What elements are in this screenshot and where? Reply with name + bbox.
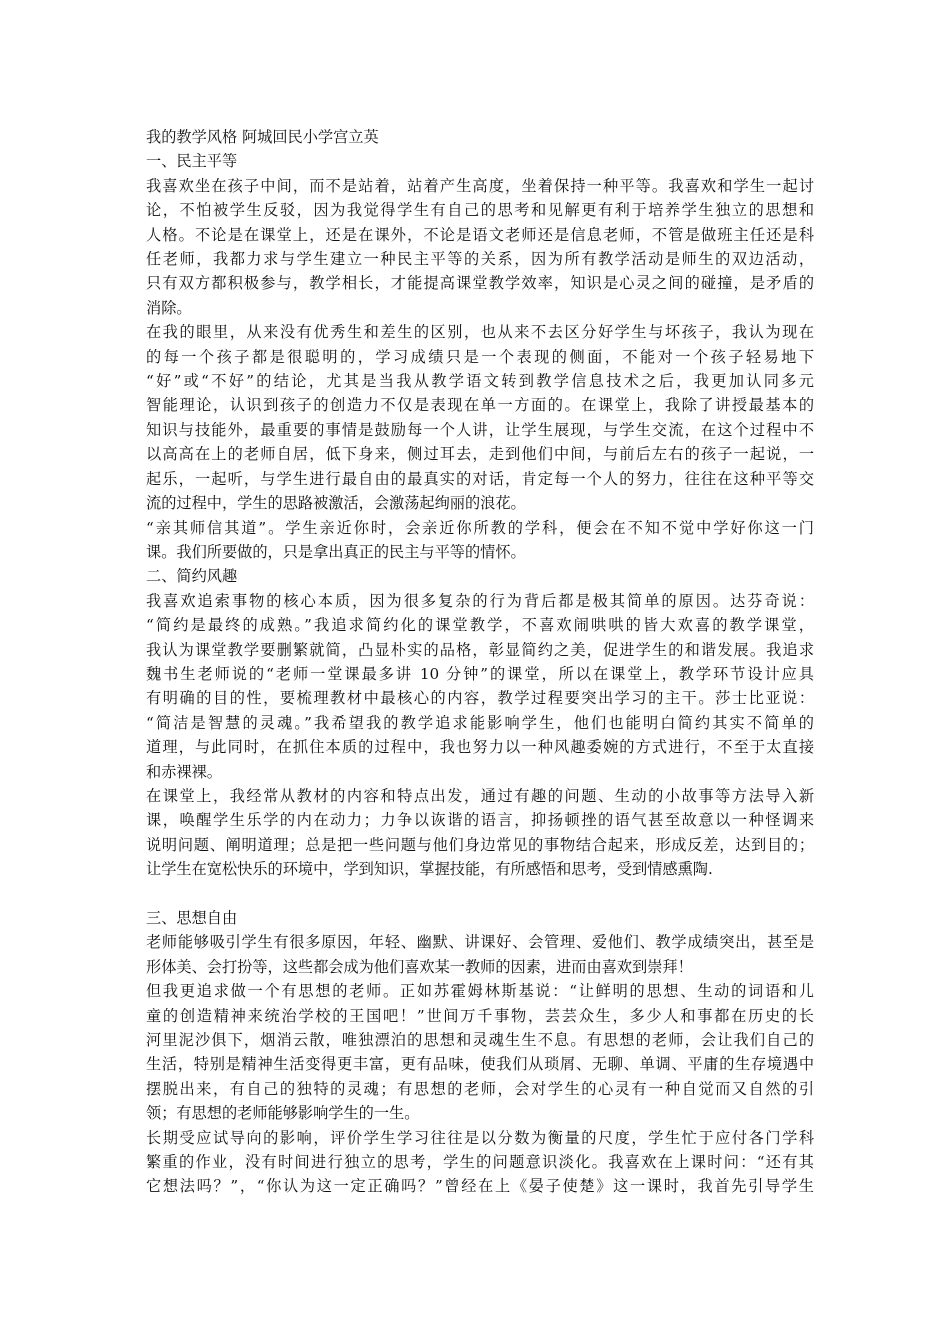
paragraph-line: 我喜欢追索事物的核心本质，因为很多复杂的行为背后都是极其简单的原因。达芬奇说： <box>146 591 814 610</box>
section-3 <box>146 906 814 1199</box>
paragraph-line: 的每一个孩子都是很聪明的，学习成绩只是一个表现的侧面，不能对一个孩子轻易地下 <box>146 347 814 366</box>
paragraph-line: 生活，特别是精神生活变得更丰富，更有品味，使我们从琐屑、无聊、单调、平庸的生存境遇中 <box>146 1055 814 1074</box>
paragraph-line: 消除。 <box>146 298 192 317</box>
section-heading: 一、民主平等 <box>146 152 238 171</box>
paragraph-line: 道理，与此同时，在抓住本质的过程中，我也努力以一种风趣委婉的方式进行，不至于太直接 <box>146 738 814 757</box>
paragraph-line: 魏书生老师说的“老师一堂课最多讲 10 分钟”的课堂，所以在课堂上，教学环节设计应具 <box>146 664 814 683</box>
paragraph-line: 老师能够吸引学生有很多原因，年轻、幽默、讲课好、会管理、爱他们、教学成绩突出，甚至是 <box>146 933 814 952</box>
section-heading: 二、简约风趣 <box>146 567 238 586</box>
paragraph-line: 我认为课堂教学要删繁就简，凸显朴实的品格，彰显简约之美，促进学生的和谐发展。我追求 <box>146 640 814 659</box>
paragraph-line: 领；有思想的老师能够影响学生的一生。 <box>146 1104 420 1123</box>
paragraph-line: 在课堂上，我经常从教材的内容和特点出发，通过有趣的问题、生动的小故事等方法导入新 <box>146 786 814 805</box>
paragraph-line: 人格。不论是在课堂上，还是在课外，不论是语文老师还是信息老师，不管是做班主任还是科 <box>146 225 814 244</box>
document-page <box>146 125 814 1199</box>
paragraph-line: 我喜欢坐在孩子中间，而不是站着，站着产生高度，坐着保持一种平等。我喜欢和学生一起讨 <box>146 176 814 195</box>
section-1 <box>146 149 814 564</box>
document-title: 我的教学风格 阿城回民小学宫立英 <box>146 128 379 146</box>
paragraph-line: 摆脱出来，有自己的独特的灵魂；有思想的老师，会对学生的心灵有一种自觉而又自然的引 <box>146 1079 814 1098</box>
paragraph-line: 任老师，我都力求与学生建立一种民主平等的关系，因为所有教学活动是师生的双边活动， <box>146 250 814 269</box>
paragraph <box>146 979 814 1125</box>
section-heading: 三、思想自由 <box>146 908 238 927</box>
paragraph-line: 它想法吗？”，“你认为这一定正确吗？”曾经在上《晏子使楚》这一课时，我首先引导学生 <box>146 1177 814 1196</box>
paragraph-line: “好”或“不好”的结论，尤其是当我从教学语文转到教学信息技术之后，我更加认同多元 <box>146 372 814 391</box>
paragraph-line: 说明问题、阐明道理；总是把一些问题与他们身边常见的事物结合起来，形成反差，达到目的； <box>146 835 814 854</box>
paragraph-line: 在我的眼里，从来没有优秀生和差生的区别，也从来不去区分好学生与坏孩子，我认为现在 <box>146 323 814 342</box>
paragraph <box>146 174 814 320</box>
paragraph-line: 课，唤醒学生乐学的内在动力；力争以诙谐的语言，抑扬顿挫的语气甚至故意以一种怪调来 <box>146 811 814 830</box>
paragraph-line: 课。我们所要做的，只是拿出真正的民主与平等的情怀。 <box>146 542 526 561</box>
paragraph-line: 但我更追求做一个有思想的老师。正如苏霍姆林斯基说：“让鲜明的思想、生动的词语和儿 <box>146 982 814 1001</box>
blank-line <box>146 882 814 906</box>
section-2 <box>146 564 814 881</box>
paragraph <box>146 1126 814 1199</box>
paragraph-line: 知识与技能外，最重要的事情是鼓励每一个人讲，让学生展现，与学生交流，在这个过程中不 <box>146 420 814 439</box>
paragraph-line: “简洁是智慧的灵魂。”我希望我的教学追求能影响学生，他们也能明白简约其实不简单的 <box>146 713 814 732</box>
paragraph-line: 起乐，一起听，与学生进行最自由的最真实的对话，肯定每一个人的努力，往往在这种平等交 <box>146 469 814 488</box>
paragraph-line: 长期受应试导向的影响，评价学生学习往往是以分数为衡量的尺度，学生忙于应付各门学科 <box>146 1128 814 1147</box>
paragraph-line: “亲其师信其道”。学生亲近你时，会亲近你所教的学科，便会在不知不觉中学好你这一门 <box>146 518 814 537</box>
paragraph-line: 形体美、会打扮等，这些都会成为他们喜欢某一教师的因素，进而由喜欢到崇拜！ <box>146 957 693 976</box>
paragraph-line: 有明确的目的性，要梳理教材中最核心的内容，教学过程要突出学习的主干。莎士比亚说： <box>146 689 814 708</box>
paragraph-line: “简约是最终的成熟。”我追求简约化的课堂教学，不喜欢闹哄哄的皆大欢喜的教学课堂， <box>146 616 814 635</box>
paragraph-line: 河里泥沙俱下，烟消云散，唯独漂泊的思想和灵魂生生不息。有思想的老师，会让我们自己的 <box>146 1031 814 1050</box>
paragraph <box>146 589 814 784</box>
paragraph-line: 论，不怕被学生反驳，因为我觉得学生有自己的思考和见解更有利于培养学生独立的思想和 <box>146 201 814 220</box>
paragraph-line: 智能理论，认识到孩子的创造力不仅是表现在单一方面的。在课堂上，我除了讲授最基本的 <box>146 396 814 415</box>
paragraph-line: 流的过程中，学生的思路被激活，会激荡起绚丽的浪花。 <box>146 494 526 513</box>
paragraph-line: 和赤裸裸。 <box>146 762 222 781</box>
paragraph <box>146 320 814 515</box>
paragraph-line: 只有双方都积极参与，教学相长，才能提高课堂教学效率，知识是心灵之间的碰撞，是矛盾的 <box>146 274 814 293</box>
paragraph-line: 童的创造精神来统治学校的王国吧！”世间万千事物，芸芸众生，多少人和事都在历史的长 <box>146 1006 814 1025</box>
paragraph-line: 让学生在宽松快乐的环境中，学到知识，掌握技能，有所感悟和思考，受到情感熏陶. <box>146 860 713 879</box>
paragraph-line: 以高高在上的老师自居，低下身来，侧过耳去，走到他们中间，与前后左右的孩子一起说，一 <box>146 445 814 464</box>
paragraph <box>146 516 814 565</box>
paragraph <box>146 930 814 979</box>
paragraph-line: 繁重的作业，没有时间进行独立的思考，学生的问题意识淡化。我喜欢在上课时问：“还有其 <box>146 1153 814 1172</box>
paragraph <box>146 784 814 882</box>
